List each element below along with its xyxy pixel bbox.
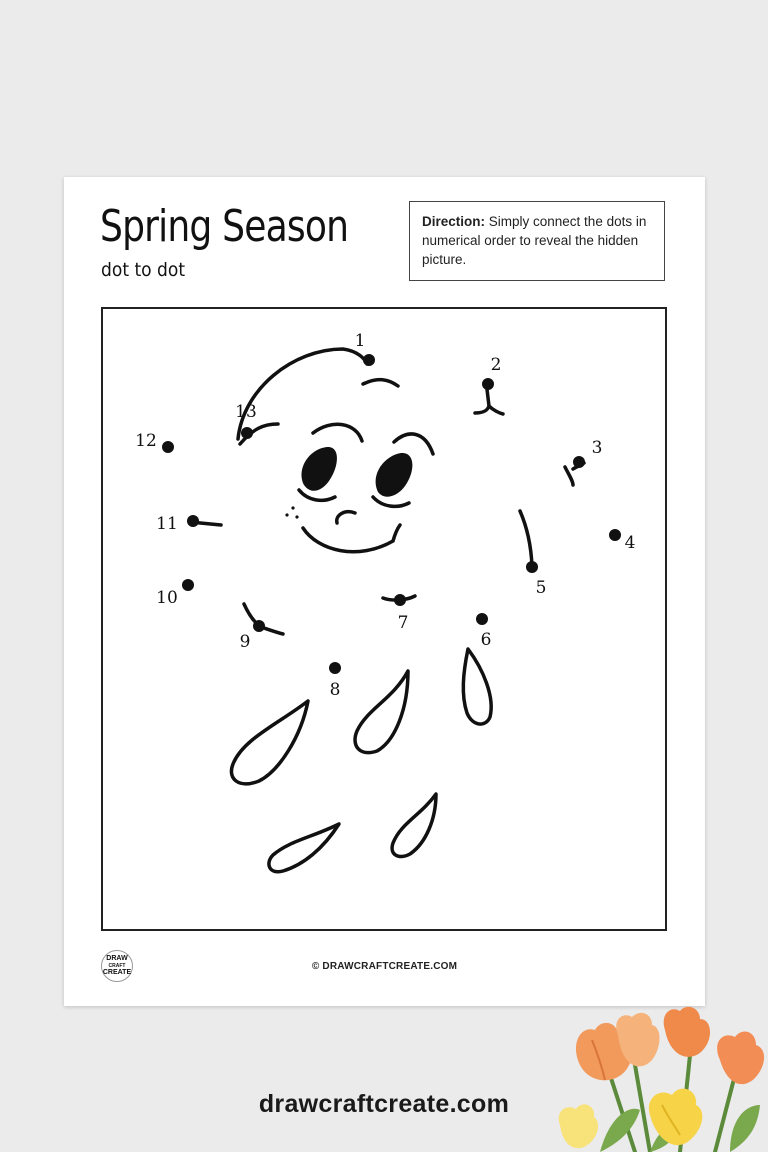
dot-7 (394, 594, 406, 606)
raindrop-2 (355, 671, 408, 753)
dot-label-13: 13 (235, 402, 257, 422)
dot-label-9: 9 (239, 632, 251, 652)
left-eye-lid (299, 490, 335, 500)
dot-label-12: 12 (135, 431, 157, 451)
tulip-flowers-icon (540, 1005, 768, 1152)
worksheet-subtitle: dot to dot (101, 259, 186, 281)
cloud-hook-1 (363, 380, 398, 386)
dot-3 (573, 456, 585, 468)
raindrop-5 (392, 794, 436, 857)
logo-line-1: DRAW (106, 955, 128, 962)
dots-group (162, 354, 621, 674)
direction-box (409, 201, 665, 281)
raindrop-4 (269, 824, 339, 872)
smile (303, 525, 400, 552)
dot-label-6: 6 (480, 630, 492, 650)
logo-line-3: CREATE (102, 969, 132, 976)
left-eye (302, 447, 337, 491)
dot-5 (526, 561, 538, 573)
dot-9 (253, 620, 265, 632)
dot-label-7: 7 (397, 613, 409, 633)
dot-10 (182, 579, 194, 591)
direction-label: Direction: (422, 214, 486, 229)
dot-4 (609, 529, 621, 541)
freckle-3 (295, 515, 298, 518)
dot-6 (476, 613, 488, 625)
dot-to-dot-drawing (103, 309, 669, 933)
left-eyebrow (313, 424, 362, 441)
site-url: drawcraftcreate.com (258, 1090, 510, 1118)
dot-label-5: 5 (535, 578, 547, 598)
dot-label-1: 1 (354, 331, 366, 351)
dot-label-4: 4 (624, 533, 636, 553)
dot-12 (162, 441, 174, 453)
dot-13 (241, 427, 253, 439)
dot-label-8: 8 (329, 680, 341, 700)
direction-text: Simply connect the dots in numerical order to reveal the hidden picture. (422, 214, 647, 267)
worksheet-title: Spring Season (100, 201, 349, 252)
freckle-1 (291, 506, 294, 509)
dot-label-3: 3 (591, 438, 603, 458)
dot-labels-group (135, 331, 635, 700)
nose (337, 512, 355, 523)
dot-label-10: 10 (156, 588, 178, 608)
dot-8 (329, 662, 341, 674)
puzzle-frame (101, 307, 667, 931)
raindrop-3 (463, 649, 491, 724)
freckle-2 (285, 513, 288, 516)
sheet-footer-copyright: © DRAWCRAFTCREATE.COM (311, 961, 458, 972)
dot-2 (482, 378, 494, 390)
worksheet-sheet (64, 177, 705, 1006)
right-eye-lid (373, 497, 409, 506)
dot-label-2: 2 (490, 355, 502, 375)
cloud-curve-5 (520, 511, 532, 566)
dot-11 (187, 515, 199, 527)
raindrop-1 (231, 701, 308, 784)
logo-line-2: CRAFT (108, 963, 126, 969)
dot-label-11: 11 (156, 514, 178, 534)
dot-1 (363, 354, 375, 366)
right-eyebrow (394, 434, 433, 454)
right-eye (376, 453, 413, 497)
